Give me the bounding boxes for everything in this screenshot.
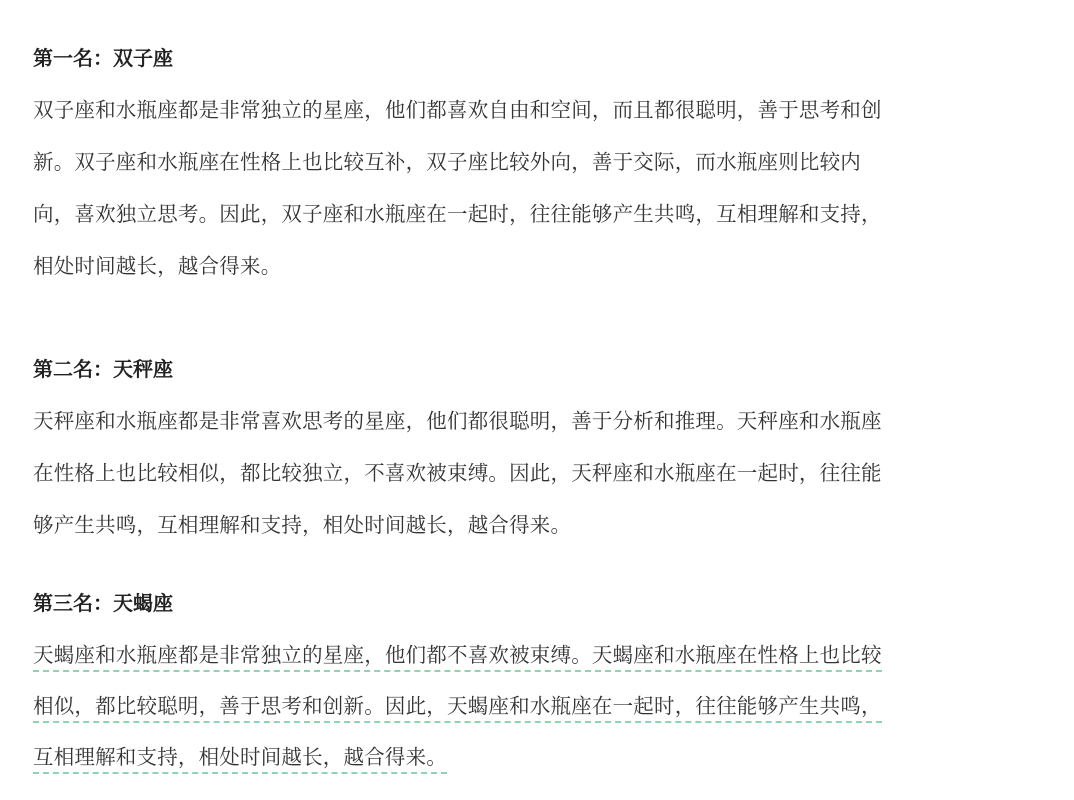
paragraph-line: 够产生共鸣，互相理解和支持，相处时间越长，越合得来。 bbox=[33, 513, 572, 537]
section-heading: 第三名：天蝎座 bbox=[33, 591, 173, 615]
paragraph-line bbox=[33, 742, 447, 772]
paragraph-line: 双子座和水瓶座都是非常独立的星座，他们都喜欢自由和空间，而且都很聪明，善于思考和创 bbox=[33, 98, 882, 122]
section-heading: 第二名：天秤座 bbox=[33, 357, 173, 381]
underlined-text: 天蝎座和水瓶座都是非常独立的星座，他们都不喜欢被束缚。天蝎座和水瓶座在性格上也比较 bbox=[33, 643, 882, 672]
paragraph-line bbox=[33, 640, 882, 670]
underlined-text: 互相理解和支持，相处时间越长，越合得来。 bbox=[33, 745, 447, 774]
paragraph-line: 天秤座和水瓶座都是非常喜欢思考的星座，他们都很聪明，善于分析和推理。天秤座和水瓶座 bbox=[33, 409, 882, 433]
paragraph-line: 在性格上也比较相似，都比较独立，不喜欢被束缚。因此，天秤座和水瓶座在一起时，往往能 bbox=[33, 461, 882, 485]
paragraph-line: 新。双子座和水瓶座在性格上也比较互补，双子座比较外向，善于交际，而水瓶座则比较内 bbox=[33, 150, 861, 174]
paragraph-line: 向，喜欢独立思考。因此，双子座和水瓶座在一起时，往往能够产生共鸣，互相理解和支持， bbox=[33, 202, 882, 226]
underlined-text: 相似，都比较聪明，善于思考和创新。因此，天蝎座和水瓶座在一起时，往往能够产生共鸣， bbox=[33, 694, 882, 723]
paragraph-line: 相处时间越长，越合得来。 bbox=[33, 254, 282, 278]
section-heading: 第一名：双子座 bbox=[33, 46, 173, 70]
paragraph-line bbox=[33, 691, 882, 721]
